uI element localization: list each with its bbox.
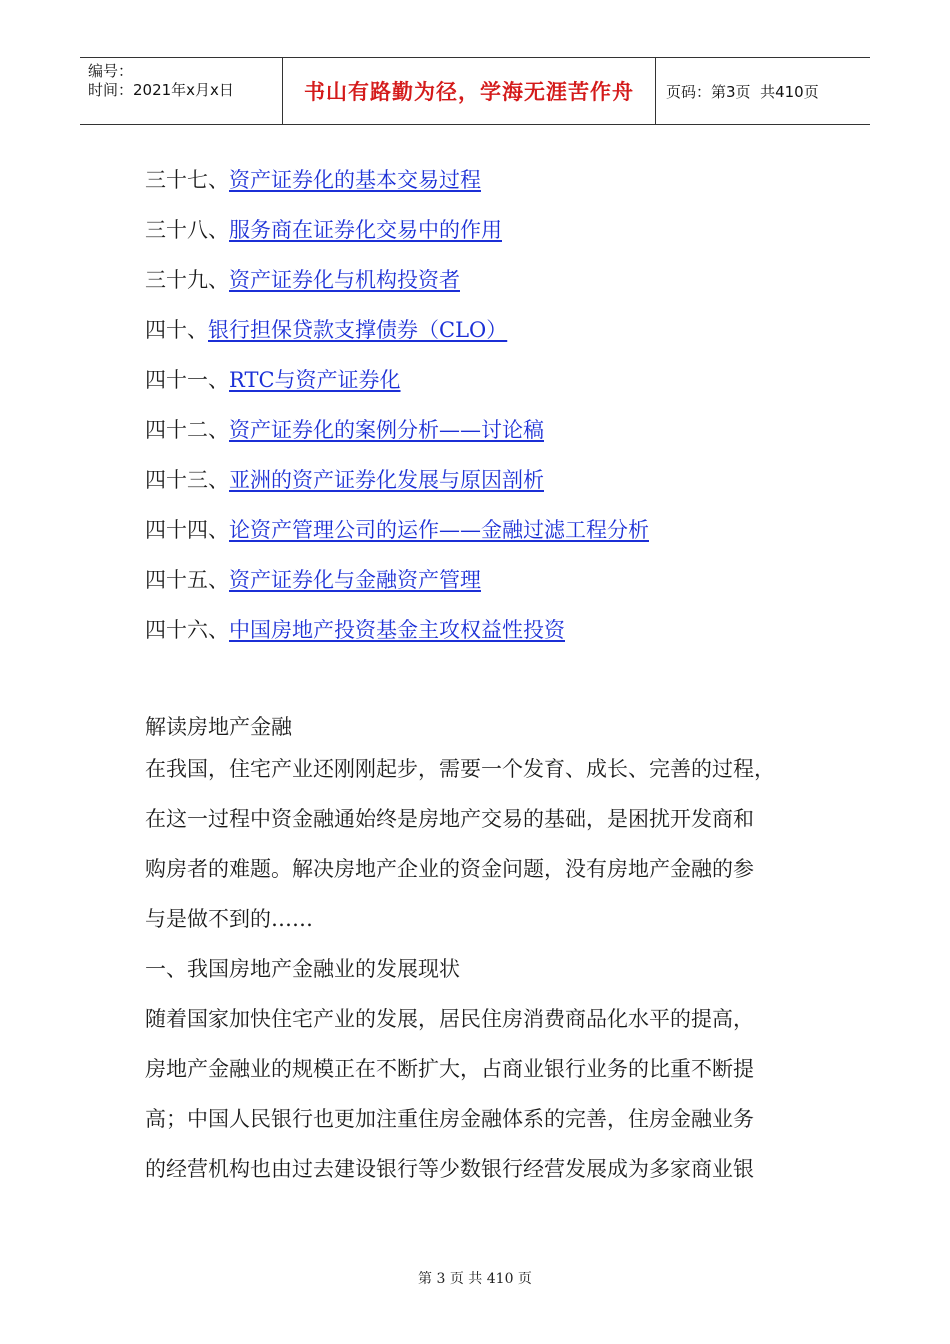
toc-number: 四十六、 — [145, 618, 229, 642]
paragraph-line: 与是做不到的…… — [145, 907, 313, 931]
toc-number: 四十三、 — [145, 468, 229, 492]
toc-number: 四十五、 — [145, 568, 229, 592]
toc-item — [145, 163, 865, 213]
section-title: 解读房地产金融 — [145, 715, 292, 739]
toc-number: 四十二、 — [145, 418, 229, 442]
toc-item — [145, 413, 865, 463]
subheading: 一、我国房地产金融业的发展现状 — [145, 957, 460, 981]
toc-link[interactable]: 服务商在证券化交易中的作用 — [229, 218, 502, 242]
document-header — [80, 57, 870, 125]
toc-item — [145, 313, 865, 363]
paragraph-line: 高；中国人民银行也更加注重住房金融体系的完善，住房金融业务 — [145, 1107, 754, 1131]
paragraph-line: 在我国，住宅产业还刚刚起步，需要一个发育、成长、完善的过程， — [145, 757, 775, 781]
time-label: 时间：2021年x月x日 — [88, 81, 234, 99]
toc-item — [145, 463, 865, 513]
toc-link[interactable]: 银行担保贷款支撑债券（CLO） — [208, 318, 508, 342]
toc-item — [145, 563, 865, 613]
paragraph-line: 的经营机构也由过去建设银行等少数银行经营发展成为多家商业银 — [145, 1157, 754, 1181]
toc-item — [145, 213, 865, 263]
toc-number: 三十七、 — [145, 168, 229, 192]
table-of-contents — [145, 163, 865, 663]
toc-link[interactable]: 中国房地产投资基金主攻权益性投资 — [229, 618, 565, 642]
header-meta — [80, 58, 282, 124]
toc-link[interactable]: 资产证券化的基本交易过程 — [229, 168, 481, 192]
paragraph-line: 房地产金融业的规模正在不断扩大，占商业银行业务的比重不断提 — [145, 1057, 754, 1081]
toc-link[interactable]: 论资产管理公司的运作——金融过滤工程分析 — [229, 518, 649, 542]
toc-number: 三十八、 — [145, 218, 229, 242]
footer-page-number: 第 3 页 共 410 页 — [418, 1271, 532, 1287]
toc-item — [145, 513, 865, 563]
toc-link[interactable]: 资产证券化与机构投资者 — [229, 268, 460, 292]
header-page-cell — [656, 58, 870, 124]
serial-label: 编号： — [88, 62, 134, 80]
motto-text: 书山有路勤为径，学海无涯苦作舟 — [304, 79, 634, 104]
toc-item — [145, 263, 865, 313]
toc-link[interactable]: 资产证券化与金融资产管理 — [229, 568, 481, 592]
toc-link[interactable]: 亚洲的资产证券化发展与原因剖析 — [229, 468, 544, 492]
toc-number: 四十一、 — [145, 368, 229, 392]
paragraph-line: 随着国家加快住宅产业的发展，居民住房消费商品化水平的提高， — [145, 1007, 754, 1031]
toc-number: 三十九、 — [145, 268, 229, 292]
toc-number: 四十、 — [145, 318, 208, 342]
paragraph-line: 在这一过程中资金融通始终是房地产交易的基础，是困扰开发商和 — [145, 807, 754, 831]
paragraph-line: 购房者的难题。解决房地产企业的资金问题，没有房地产金融的参 — [145, 857, 754, 881]
toc-number: 四十四、 — [145, 518, 229, 542]
toc-link[interactable]: 资产证券化的案例分析——讨论稿 — [229, 418, 544, 442]
page-label: 页码：第3页 共410页 — [666, 82, 819, 101]
toc-link[interactable]: RTC与资产证券化 — [229, 368, 401, 392]
toc-item — [145, 363, 865, 413]
article-body — [145, 710, 835, 1202]
header-motto-cell — [282, 58, 656, 124]
page-footer — [0, 1268, 950, 1288]
toc-item — [145, 613, 865, 663]
